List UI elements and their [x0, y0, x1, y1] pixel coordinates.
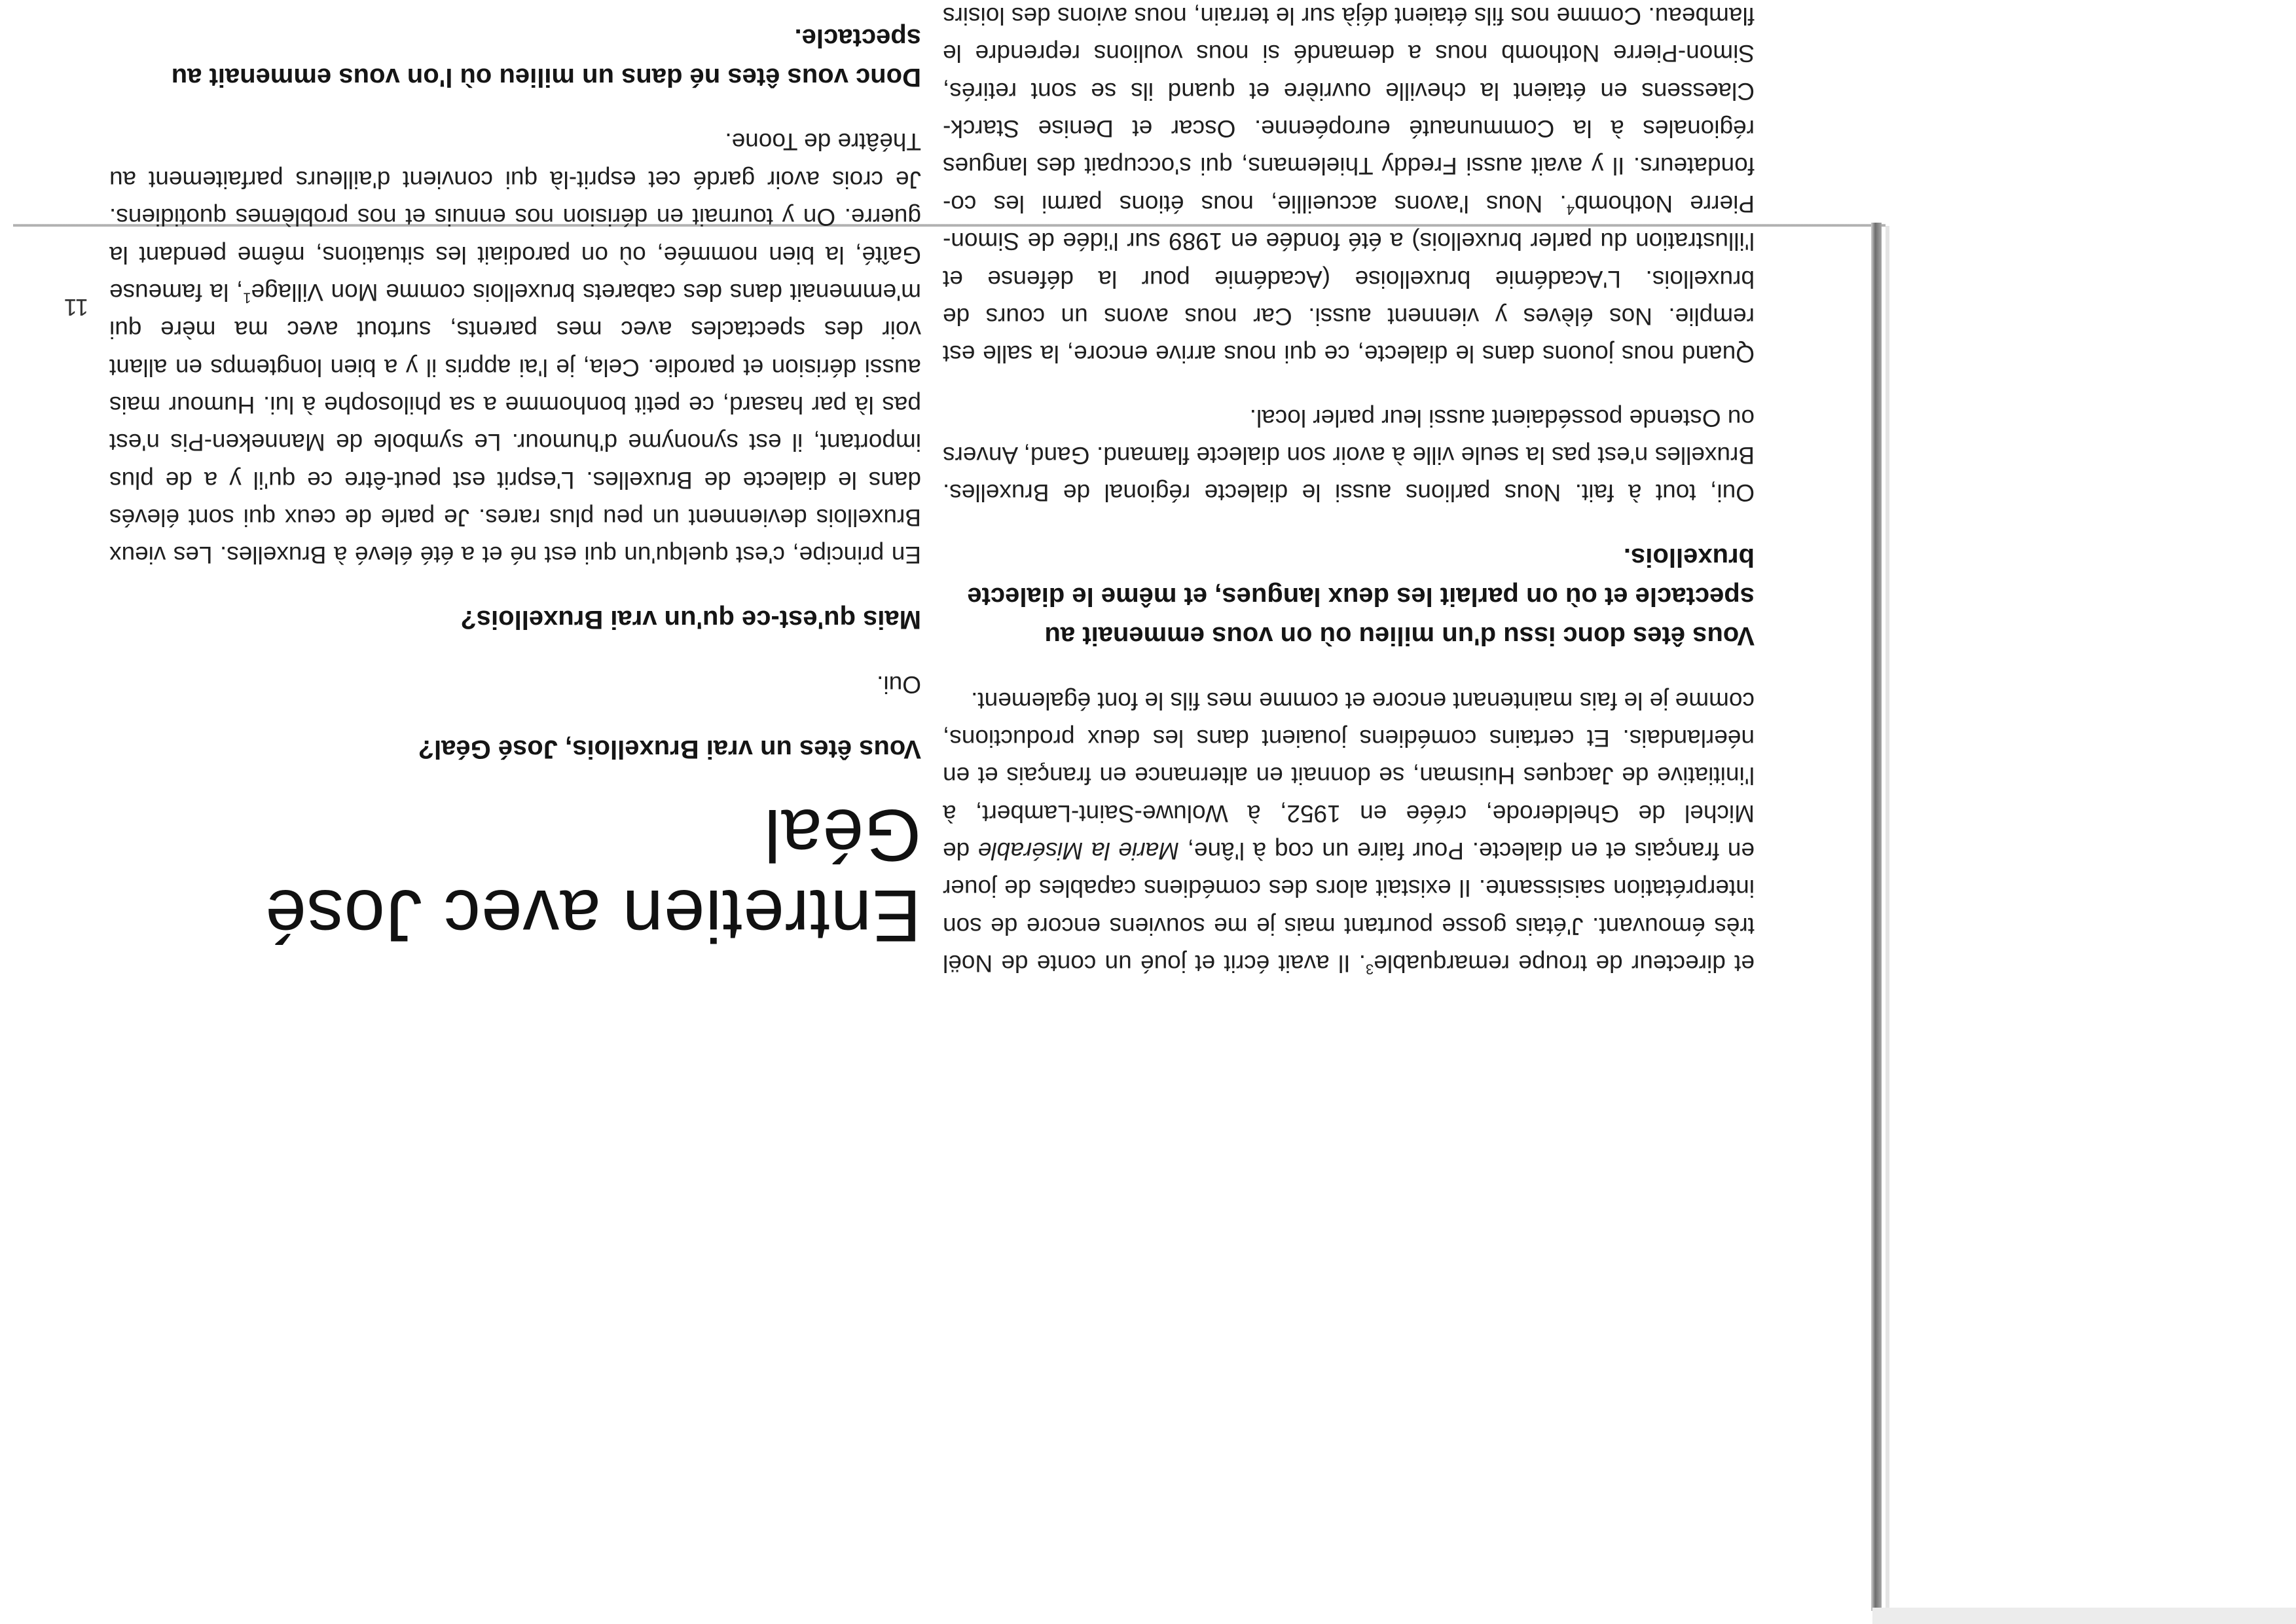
footnote-ref-1: 1	[243, 289, 251, 306]
footnote-ref-3: 3	[1366, 961, 1374, 978]
question-2: Mais qu'est-ce qu'un vrai Bruxellois?	[460, 605, 921, 635]
answer-3-cont-text-2: . Il avait écrit et joué un conte de Noël très émouvant. J'étais gosse pourtant mais je me souviens encore de son interprétation saisissante. Il existait alors des comédiens capables de jouer en français et en dialecte. Pour faire un coq à l'âne,	[943, 837, 1755, 977]
page-title: Entretien avec José Géal	[264, 794, 921, 957]
question-3: Donc vous êtes né dans un milieu où l'on vous emmenait au spectacle.	[171, 24, 921, 92]
question-4: Vous êtes donc issu d'un milieu où on vous emmenait au spectacle et où on parlait les deux langues, et même le dialecte bruxellois.	[967, 543, 1755, 651]
question-1: Vous êtes un vrai Bruxellois, José Géal?	[418, 734, 921, 764]
answer-3-cont-text-3: de Michel de Ghelderode, créée en 1952, à Woluwe-Saint-Lambert, à l'initiative de Jacques Huisman, se donnait en alternance en français et en néerlandais. Et certains comédiens jouaient dans les deux productions, comme je le fais maintenant encore et comme mes fils le font également.	[943, 687, 1755, 864]
answer-2	[109, 123, 921, 574]
answer-4: Oui, tout à fait. Nous parlions aussi le dialecte régional de Bruxelles. Bruxelles n'est pas la seule ville à avoir son dialecte flamand. Gand, Anvers ou Ostende possédaient aussi leur parler local.	[943, 404, 1755, 507]
play-title: Marie la Misérable	[977, 837, 1179, 864]
answer-3-cont-text: et directeur de troupe remarquable	[1374, 950, 1755, 977]
answer-2-text: En principe, c'est quelqu'un qui est né et a été élevé à Bruxelles. Les vieux Bruxellois deviennent un peu plus rares. Je parle de ceux qui sont élevés dans le dialecte de Bruxelles. L'esprit est peut-être ce qu'il y a de plus important, il est synonyme d'humour. Le symbole de Manneken-Pis n'est pas là par hasard, ce petit bonhomme a sa philosophe à lui. Humour mais aussi dérision et parodie. Cela, je l'ai appris il y a bien longtemps en allant voir des spectacles avec mes parents, surtout avec ma mère qui m'emmenait dans des cabarets bruxellois comme Mon Village	[109, 278, 921, 569]
answer-4-cont-text-2: . Nous l'avons accueillie, nous étions parmi les co-fondateurs. Il y avait aussi Freddy Thielemans, qui s'occupait des langues régionales à la Communauté européenne. Oscar et Denise Starck-Claessens en étaient la cheville ouvrière et quand ils se sont retirés, Simon-Pierre Nothomb nous a demandé si nous voulions reprendre le flambeau. Comme nos fils étaient déjà sur le terrain, nous avions des loisirs	[942, 3, 1755, 217]
page-number: 11	[64, 294, 88, 321]
column-interview-continued	[943, 0, 1755, 982]
answer-4-continued	[943, 0, 1755, 373]
footnote-ref-4: 4	[1566, 201, 1575, 218]
answer-4-cont-text: Quand nous jouons dans le dialecte, ce qui nous arrive encore, la salle est remplie. Nos élèves y viennent aussi. Car nous avons un cours de bruxellois. L'Académie bruxelloise (Académie pour la défense et l'illustration du parler bruxellois) a été fondée en 1989 sur l'idée de Simon-Pierre Nothomb	[943, 190, 1755, 368]
column-interview-start	[109, 0, 921, 956]
answer-1: Oui.	[877, 671, 921, 698]
answer-3-continued	[943, 682, 1755, 982]
answer-2-text-cont: , la fameuse Gaîté, la bien nommée, où on parodiait les situations, même pendant la guerre. On y tournait en dérision nos ennuis et nos problèmes quotidiens. Je crois avoir gardé cet esprit-là qui convient d'ailleurs parfaitement au Théâtre de Toone.	[109, 128, 921, 306]
